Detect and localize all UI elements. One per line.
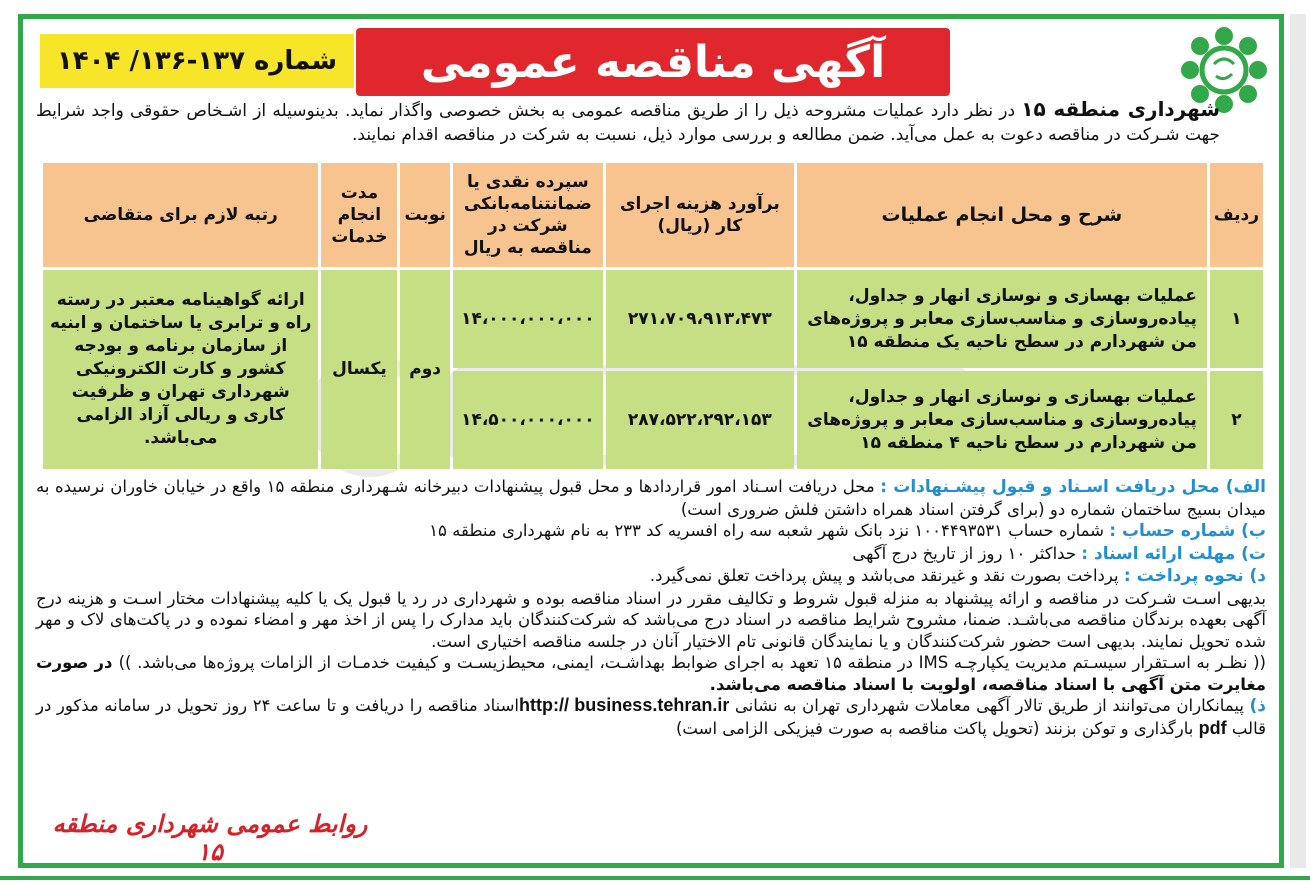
section-b xyxy=(36,520,1266,543)
ad-title-banner: آگهی مناقصه عمومی xyxy=(356,28,950,96)
section-dh-text2: اسناد مناقصه را دریافت و تا ساعت ۲۴ روز تحویل در سامانه مذکور در قالب xyxy=(36,696,1266,738)
ims-text: (( نظـر به اسـتقرار سیسـتم مدیریت یکپارچـه IMS در منطقه ۱۵ تعهد به اجرای ضوابط بهداشـت، ایمنی، محیط‌زیسـت و کیفیت خدمـات از الزامات پروژه‌ها می‌باشد. )) xyxy=(118,653,1266,672)
header-deposit: سپرده نقدی یا ضمانتنامه‌بانکی شرکت در مناقصه به ریال xyxy=(453,163,603,267)
section-dh-text3: بارگذاری و توکن بزنند (تحویل پاکت مناقصه به صورت فیزیکی الزامی است) xyxy=(675,718,1199,738)
section-a-heading: الف) محل دریافت اسـناد و قبول پیشـنهادات : xyxy=(880,477,1267,497)
section-b-text: شماره حساب ۱۰۰۴۴۹۳۵۳۱ نزد بانک شهر شعبه سه راه افسریه کد ۲۳۳ به نام شهرداری منطقه ۱۵ xyxy=(429,521,1110,540)
duration-cell: یکسال xyxy=(321,270,397,469)
header-turn: نوبت xyxy=(400,163,449,267)
header-description: شرح و محل انجام عملیات xyxy=(797,163,1207,267)
row-description: عملیات بهسازی و نوسازی انهار و جداول، پیاده‌روسازی و مناسب‌سازی معابر و پروژه‌های من شهردارم در سطح ناحیه یک منطقه ۱۵ xyxy=(797,270,1207,368)
table-row xyxy=(43,270,1263,368)
row-deposit: ۱۴،۰۰۰،۰۰۰،۰۰۰ xyxy=(453,270,603,368)
intro-text: در نظر دارد عملیات مشروحه ذیل را از طریق مناقصه عمومی به بخش خصوصی واگذار نماید. بدینوسیله از اشـخاص حقوقی واجد شرایط جهت شـرکت در مناقصه دعوت به عمل می‌آید. ضمن مطالعه و بررسی موارد ذیل، نسبت به شرکت در مناقصه اقدام نمایند. xyxy=(36,101,1220,145)
header-cost: برآورد هزینه اجرای کار (ریال) xyxy=(606,163,794,267)
section-dh-heading: ذ) xyxy=(1249,696,1266,716)
terms-paragraph: بدیهی اسـت شـرکت در مناقصه و ارائه پیشنهاد به منزله قبول شروط و تکالیف مقرر در اسناد مناقصه بوده و شهرداری در رد یا قبول یک یا کلیه پیشنهادات مختار اسـت و هزینه درج آگهی بعهده برندگان مناقصه می‌باشـد. ضمنا، مشروح شرایط مناقصه در اسناد درج می‌باشد که شرکت‌کنندگان باید مدارک را پس از اخذ مهر و امضاء نموده و در پاکت‌های لاک و مهر شده تحویل نمایند. بدیهی است حضور شرکت‌کنندگان و یا نمایندگان قانونی تام الاختیار آنان در جلسه مناقصه اختیاری است. xyxy=(36,588,1266,651)
row-deposit: ۱۴،۵۰۰،۰۰۰،۰۰۰ xyxy=(453,371,603,469)
business-tehran-link[interactable]: http:// business.tehran.ir xyxy=(519,695,730,715)
table-header-row xyxy=(43,163,1263,267)
pdf-format: pdf xyxy=(1198,717,1227,738)
row-description: عملیات بهسازی و نوسازی انهار و جداول، پیاده‌روسازی و مناسب‌سازی معابر و پروژه‌های من شهردارم در سطح ناحیه ۴ منطقه ۱۵ xyxy=(797,371,1207,469)
ims-paragraph xyxy=(36,652,1266,695)
grade-cell: ارائه گواهینامه معتبر در رسته راه و ترابری یا ساختمان و ابنیه از سازمان برنامه و بودجه کشور و کارت الکترونیکی شهرداری تهران و ظرفیت کاری و ریالی آزاد الزامی می‌باشد. xyxy=(43,270,318,469)
section-dh xyxy=(36,695,1266,739)
row-cost: ۲۸۷،۵۲۲،۲۹۲،۱۵۳ xyxy=(606,371,794,469)
header-radif: ردیف xyxy=(1210,163,1263,267)
public-relations-signature: روابط عمومی شهرداری منطقه ۱۵ xyxy=(52,810,368,866)
section-b-heading: ب) شماره حساب : xyxy=(1109,521,1266,541)
organization-name: شهرداری منطقه ۱۵ xyxy=(1021,97,1220,121)
section-t-text: حداکثر ۱۰ روز از تاریخ درج آگهی xyxy=(852,543,1082,563)
section-d-heading: د) نحوه پرداخت : xyxy=(1123,566,1266,586)
section-dh-text1: پیمانکاران می‌توانند از طریق تالار آگهی معاملات شهرداری تهران به نشانی xyxy=(729,696,1250,715)
tender-table xyxy=(40,160,1266,472)
bottom-rule xyxy=(0,876,1310,880)
section-d-text: پرداخت بصورت نقد و غیرنقد می‌باشد و پیش پرداخت تعلق نمی‌گیرد. xyxy=(649,566,1124,585)
turn-cell: دوم xyxy=(400,270,449,469)
row-radif: ۱ xyxy=(1210,270,1263,368)
section-d xyxy=(36,565,1266,588)
side-strip xyxy=(1290,14,1306,868)
section-t-heading: ت) مهلت ارائه اسناد : xyxy=(1081,543,1266,564)
details-section xyxy=(36,476,1266,739)
section-a xyxy=(36,476,1266,520)
section-t xyxy=(36,543,1266,566)
intro-paragraph xyxy=(36,97,1220,147)
row-cost: ۲۷۱،۷۰۹،۹۱۳،۴۷۳ xyxy=(606,270,794,368)
section-a-text: محل دریافت اسـناد امور قراردادها و محل قبول پیشنهادات دبیرخانه شـهرداری منطقه ۱۵ واقع در خیابان خاوران نرسیده به میدان بسیج ساختمان شماره دو (برای گرفتن اسناد همراه داشتن فلش ضروری است) xyxy=(36,477,1266,519)
ad-number: شماره ۱۳۷-۱۳۶/ ۱۴۰۴ xyxy=(40,34,354,88)
header-grade: رتبه لازم برای متقاضی xyxy=(43,163,318,267)
header-duration: مدت انجام خدمات xyxy=(321,163,397,267)
row-radif: ۲ xyxy=(1210,371,1263,469)
priority-note: در صورت مغایرت متن آگهی با اسناد مناقصه، اولویت با اسناد مناقصه می‌باشد. xyxy=(36,653,1266,694)
